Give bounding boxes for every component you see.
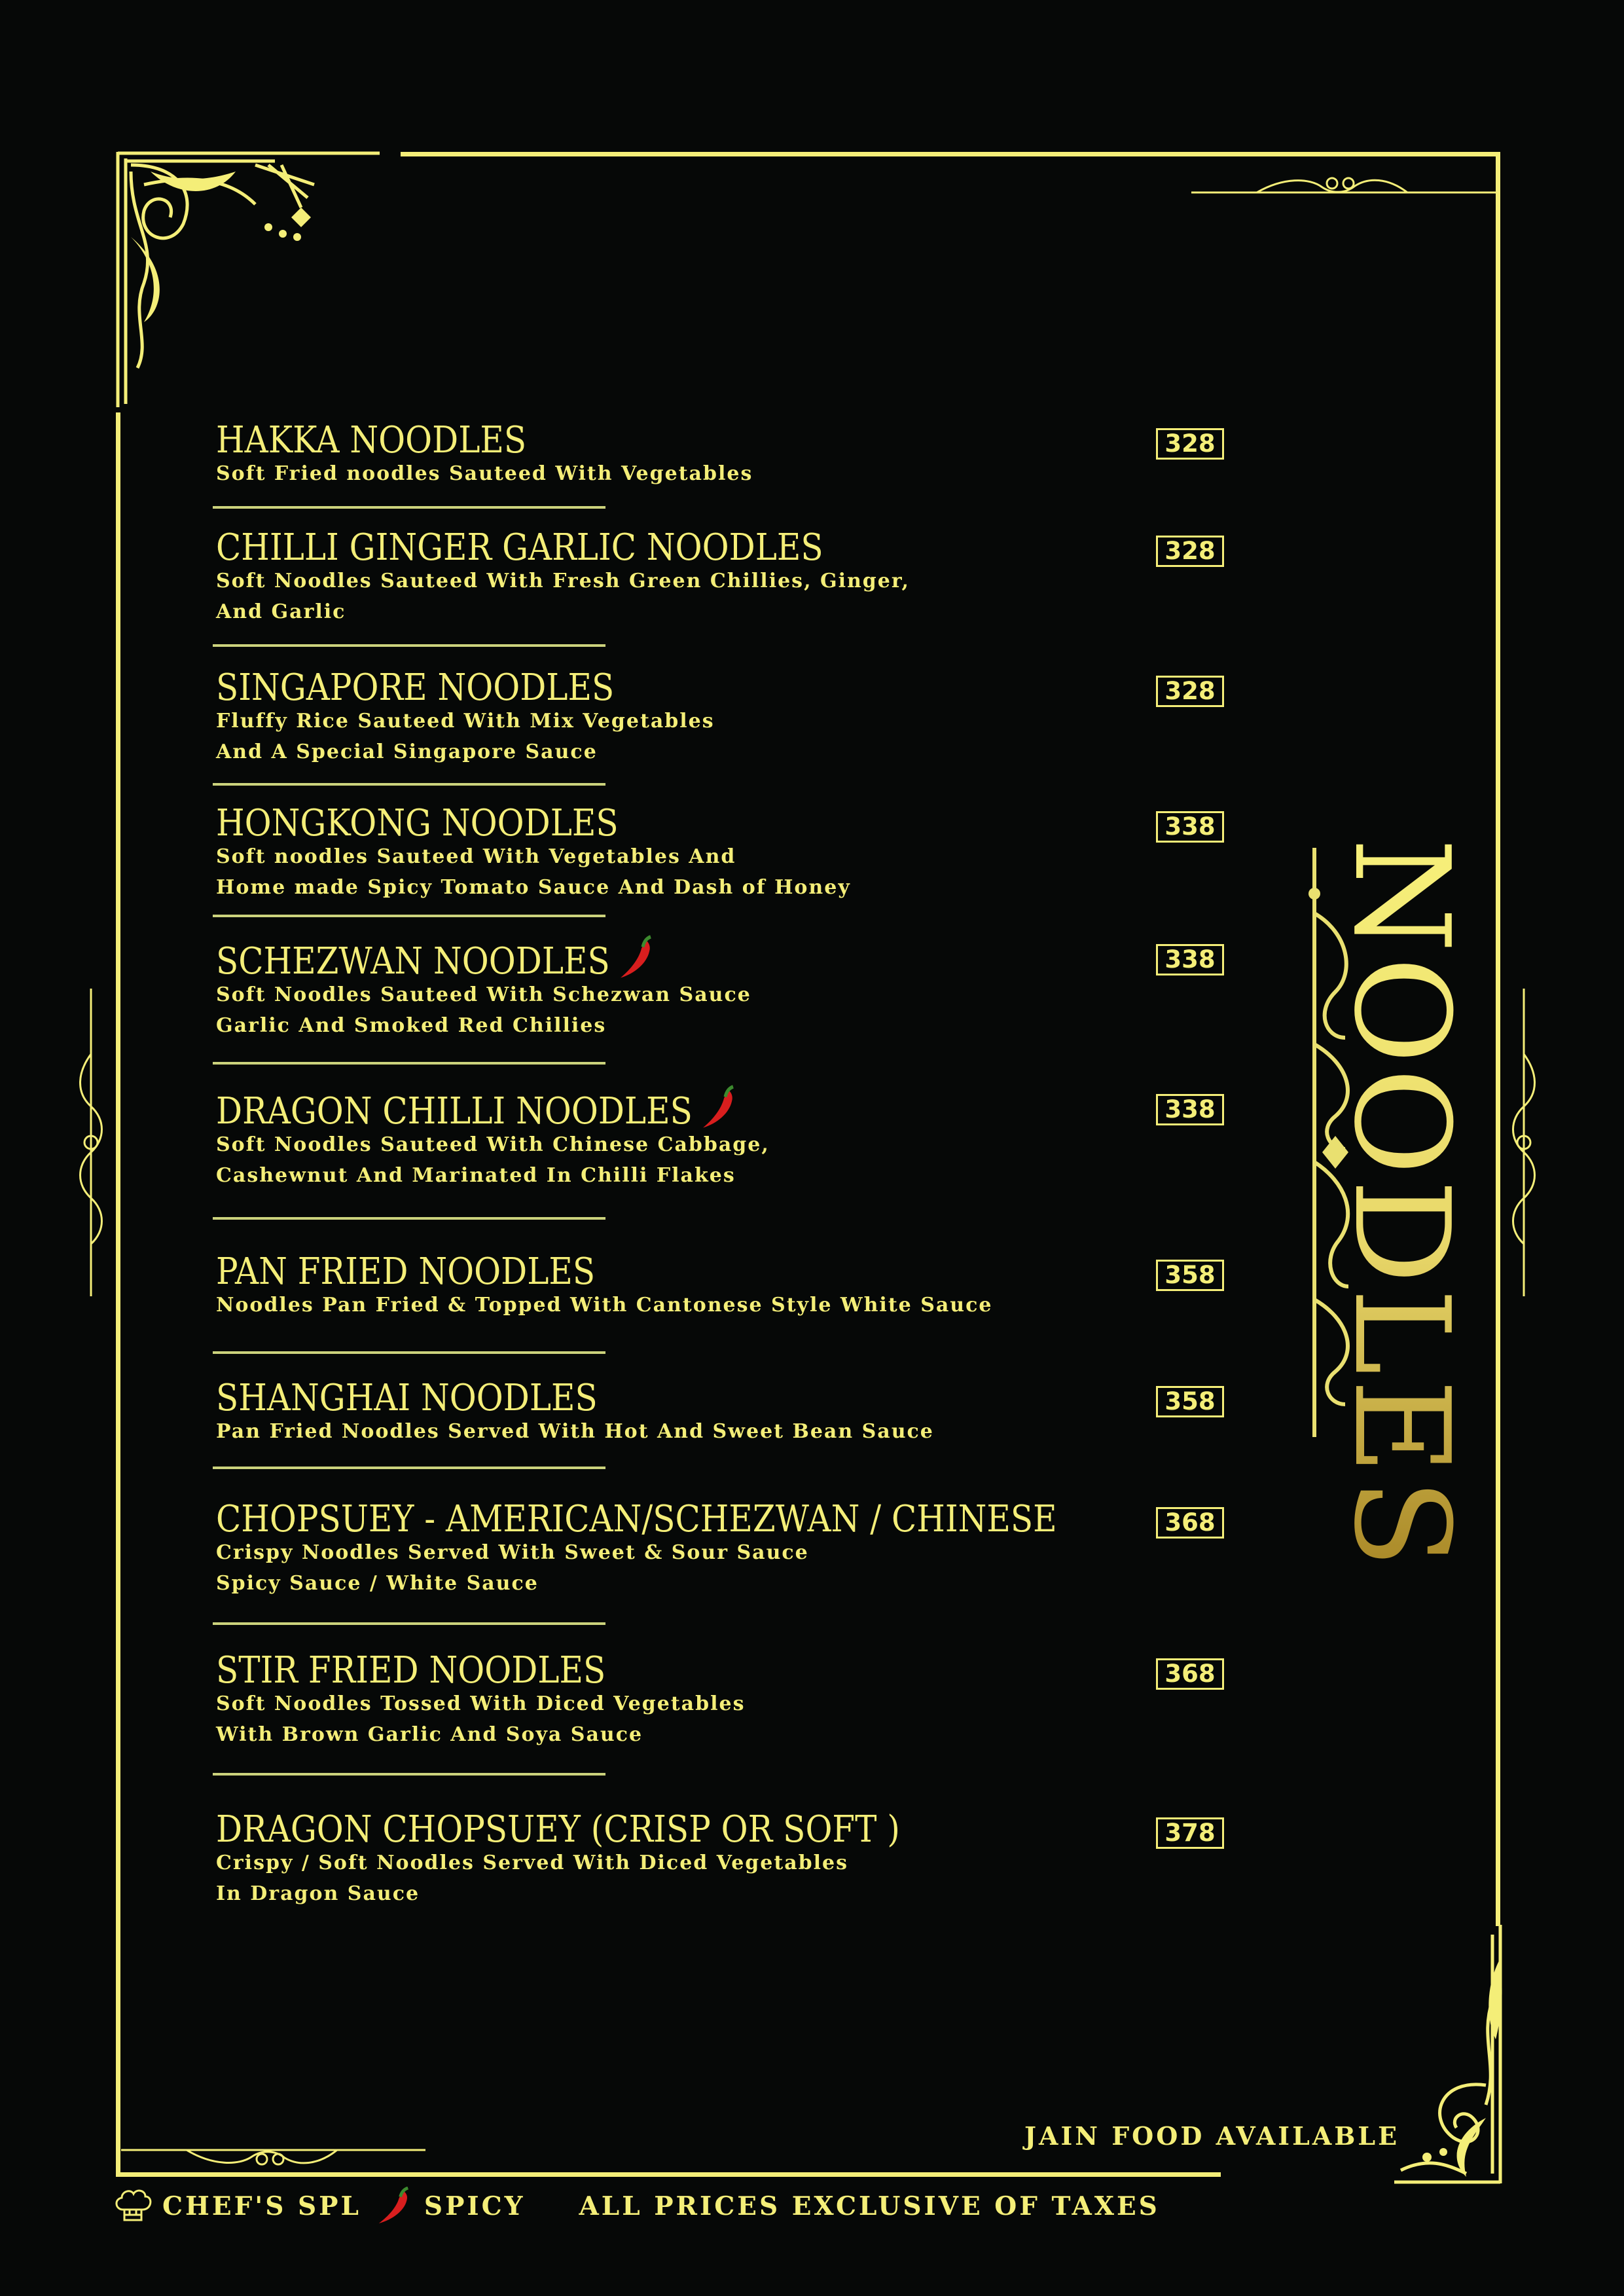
menu-item-price: 368 xyxy=(1156,1658,1224,1690)
menu-item-description: Soft Noodles Sauteed With Fresh Green Chillies, Ginger, And Garlic xyxy=(216,570,910,623)
frame-bottom-border xyxy=(116,2172,1221,2177)
menu-item-price: 378 xyxy=(1156,1817,1224,1849)
frame-top-border xyxy=(401,152,1500,156)
menu-item-price: 358 xyxy=(1156,1260,1224,1291)
item-separator xyxy=(213,1467,605,1469)
menu-item-description: Pan Fried Noodles Served With Hot And Sweet Bean Sauce xyxy=(216,1420,934,1443)
item-separator xyxy=(213,644,605,647)
menu-item-name: SINGAPORE NOODLES xyxy=(216,666,615,709)
corner-ornament-top-left xyxy=(105,145,386,414)
menu-item-name: HAKKA NOODLES xyxy=(216,418,527,462)
menu-item xyxy=(216,666,1224,767)
menu-item-name: CHOPSUEY - AMERICAN/SCHEZWAN / CHINESE xyxy=(216,1497,1057,1540)
menu-item-name-text: DRAGON CHILLI NOODLES xyxy=(216,1089,693,1133)
menu-item-price: 358 xyxy=(1156,1386,1224,1417)
menu-item-name xyxy=(216,1085,1224,1131)
spicy-label: SPICY xyxy=(424,2191,526,2221)
menu-item xyxy=(216,1090,1224,1191)
menu-item-name xyxy=(216,936,1224,981)
menu-item-name: CHILLI GINGER GARLIC NOODLES xyxy=(216,526,823,569)
item-separator xyxy=(213,1622,605,1625)
item-separator xyxy=(213,1217,605,1220)
menu-item xyxy=(216,1808,1224,1909)
menu-item-price: 328 xyxy=(1156,676,1224,707)
chili-pepper-icon xyxy=(617,936,653,981)
menu-item-price: 368 xyxy=(1156,1507,1224,1539)
bottom-flourish xyxy=(121,2141,425,2167)
menu-item-name: DRAGON CHOPSUEY (CRISP OR SOFT ) xyxy=(216,1808,900,1851)
chili-pepper-icon xyxy=(699,1085,736,1131)
menu-item xyxy=(216,1649,1224,1750)
menu-item-price: 328 xyxy=(1156,536,1224,567)
menu-item-description: Fluffy Rice Sauteed With Mix Vegetables And A Special Singapore Sauce xyxy=(216,710,715,763)
menu-item xyxy=(216,1497,1224,1599)
menu-item xyxy=(216,1250,1224,1321)
menu-item-name-text: SCHEZWAN NOODLES xyxy=(216,939,610,983)
menu-item-description: Soft Noodles Sauteed With Schezwan Sauce Garlic And Smoked Red Chillies xyxy=(216,983,751,1037)
chef-hat-icon xyxy=(113,2187,153,2225)
item-separator xyxy=(213,1062,605,1065)
item-separator xyxy=(213,915,605,917)
menu-item-description: Crispy Noodles Served With Sweet & Sour Sauce Spicy Sauce / White Sauce xyxy=(216,1541,809,1595)
menu-item-name: HONGKONG NOODLES xyxy=(216,801,619,845)
menu-item xyxy=(216,940,1224,1041)
menu-section-title: NOODLES xyxy=(1325,838,1477,1573)
menu-item-name: PAN FRIED NOODLES xyxy=(216,1250,596,1293)
menu-item-name: STIR FRIED NOODLES xyxy=(216,1649,606,1692)
item-separator xyxy=(213,1773,605,1776)
menu-item-description: Soft Fried noodles Sauteed With Vegetables xyxy=(216,462,753,485)
taxes-notice: ALL PRICES EXCLUSIVE OF TAXES xyxy=(579,2191,1160,2221)
frame-left-border xyxy=(116,412,120,2177)
menu-item-description: Soft Noodles Tossed With Diced Vegetables With Brown Garlic And Soya Sauce xyxy=(216,1692,746,1746)
menu-item-description: Crispy / Soft Noodles Served With Diced Vegetables In Dragon Sauce xyxy=(216,1851,849,1905)
menu-item-description: Soft Noodles Sauteed With Chinese Cabbage, Cashewnut And Marinated In Chilli Flakes xyxy=(216,1133,770,1187)
menu-item-price: 338 xyxy=(1156,811,1224,843)
menu-item xyxy=(216,418,1224,489)
menu-item xyxy=(216,1376,1224,1447)
menu-item-price: 328 xyxy=(1156,428,1224,460)
menu-item xyxy=(216,801,1224,903)
side-ornament-right xyxy=(1512,989,1551,1296)
item-separator xyxy=(213,1351,605,1354)
menu-item-price: 338 xyxy=(1156,944,1224,975)
chili-pepper-icon xyxy=(374,2187,411,2226)
item-separator xyxy=(213,506,605,509)
corner-ornament-bottom-right xyxy=(1388,1922,1515,2190)
item-separator xyxy=(213,783,605,786)
menu-item-description: Soft noodles Sauteed With Vegetables And Home made Spicy Tomato Sauce And Dash of Honey xyxy=(216,845,851,899)
top-flourish xyxy=(1191,174,1499,200)
menu-item-price: 338 xyxy=(1156,1094,1224,1125)
jain-food-notice: JAIN FOOD AVAILABLE xyxy=(1024,2121,1400,2151)
menu-item xyxy=(216,526,1224,627)
menu-item-name: SHANGHAI NOODLES xyxy=(216,1376,598,1419)
side-ornament-left xyxy=(73,989,113,1296)
frame-right-border xyxy=(1496,152,1500,1926)
chef-special-label: CHEF'S SPL xyxy=(162,2191,361,2221)
menu-item-description: Noodles Pan Fried & Topped With Cantonese Style White Sauce xyxy=(216,1294,993,1317)
legend-bar xyxy=(113,2187,1160,2226)
